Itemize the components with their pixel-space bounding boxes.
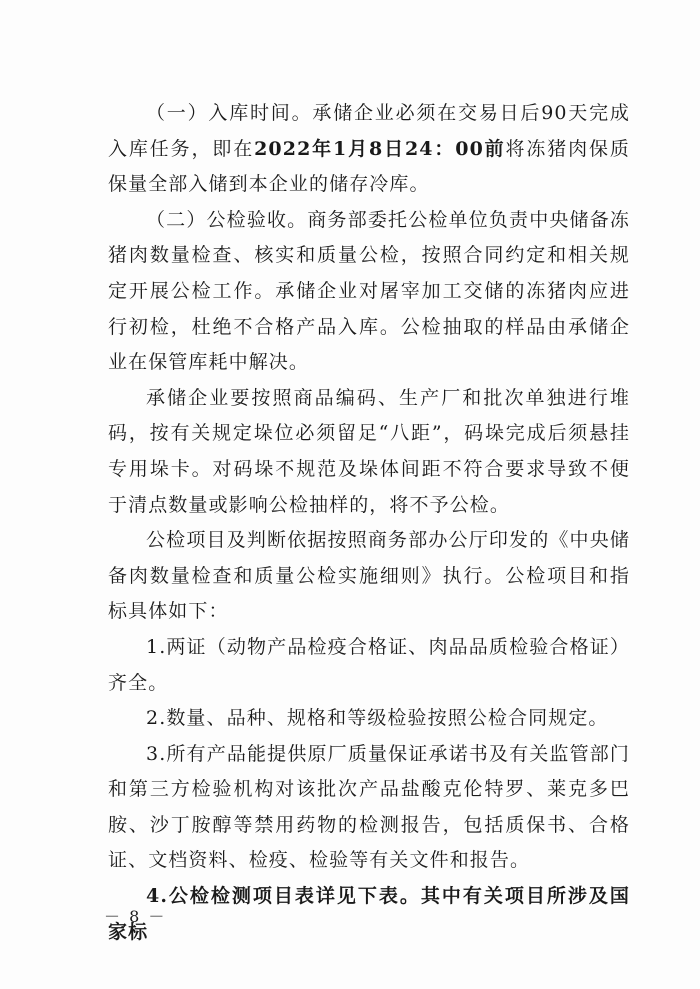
paragraph-text: （一）入库时间。承储企业必须在交易日后90天完成入库任务，即在 [108, 102, 630, 160]
list-item: 2.数量、品种、规格和等级检验按照公检合同规定。 [146, 707, 609, 730]
paragraph-inspection: （二）公检验收。商务部委托公检单位负责中央储备冻猪肉数量检查、核实和质量公检，按照合同约定和相关规定开展公检工作。承储企业对屠宰加工交储的冻猪肉应进行初检，杜绝不合格产品入库。公检抽取的样品由承储企业在保管库耗中解决。 [108, 208, 630, 374]
list-item: 4.公检检测项目表详见下表。其中有关项目所涉及国家标 [108, 885, 630, 943]
paragraph-storage-time [108, 96, 630, 203]
page-number: － 8 － [104, 907, 167, 926]
paragraph-text: 将冻猪肉保质保量全部入储到本企业的储存冷库。 [108, 137, 631, 196]
paragraph-stacking: 承储企业要按照商品编码、生产厂和批次单独进行堆码，按有关规定垛位必须留足“八距”，码垛完成后须悬挂专用垛卡。对码垛不规范及垛体间距不符合要求导致不便于清点数量或影响公检抽样的，将不予公检。 [108, 386, 630, 516]
list-item: 3.所有产品能提供原厂质量保证承诺书及有关监管部门和第三方检验机构对该批次产品盐酸克伦特罗、莱克多巴胺、沙丁胺醇等禁用药物的检测报告，包括质保书、合格证、文档资料、检疫、检验等有关文件和报告。 [108, 742, 630, 872]
paragraph-inspection-basis: 公检项目及判断依据按照商务部办公厅印发的《中央储备肉数量检查和质量公检实施细则》执行。公检项目和指标具体如下： [108, 529, 630, 623]
body-text [108, 96, 630, 950]
list-item: 1.两证（动物产品检疫合格证、肉品品质检验合格证）齐全。 [108, 635, 630, 694]
deadline-date: 2022年1月8日24：00前 [254, 137, 506, 160]
